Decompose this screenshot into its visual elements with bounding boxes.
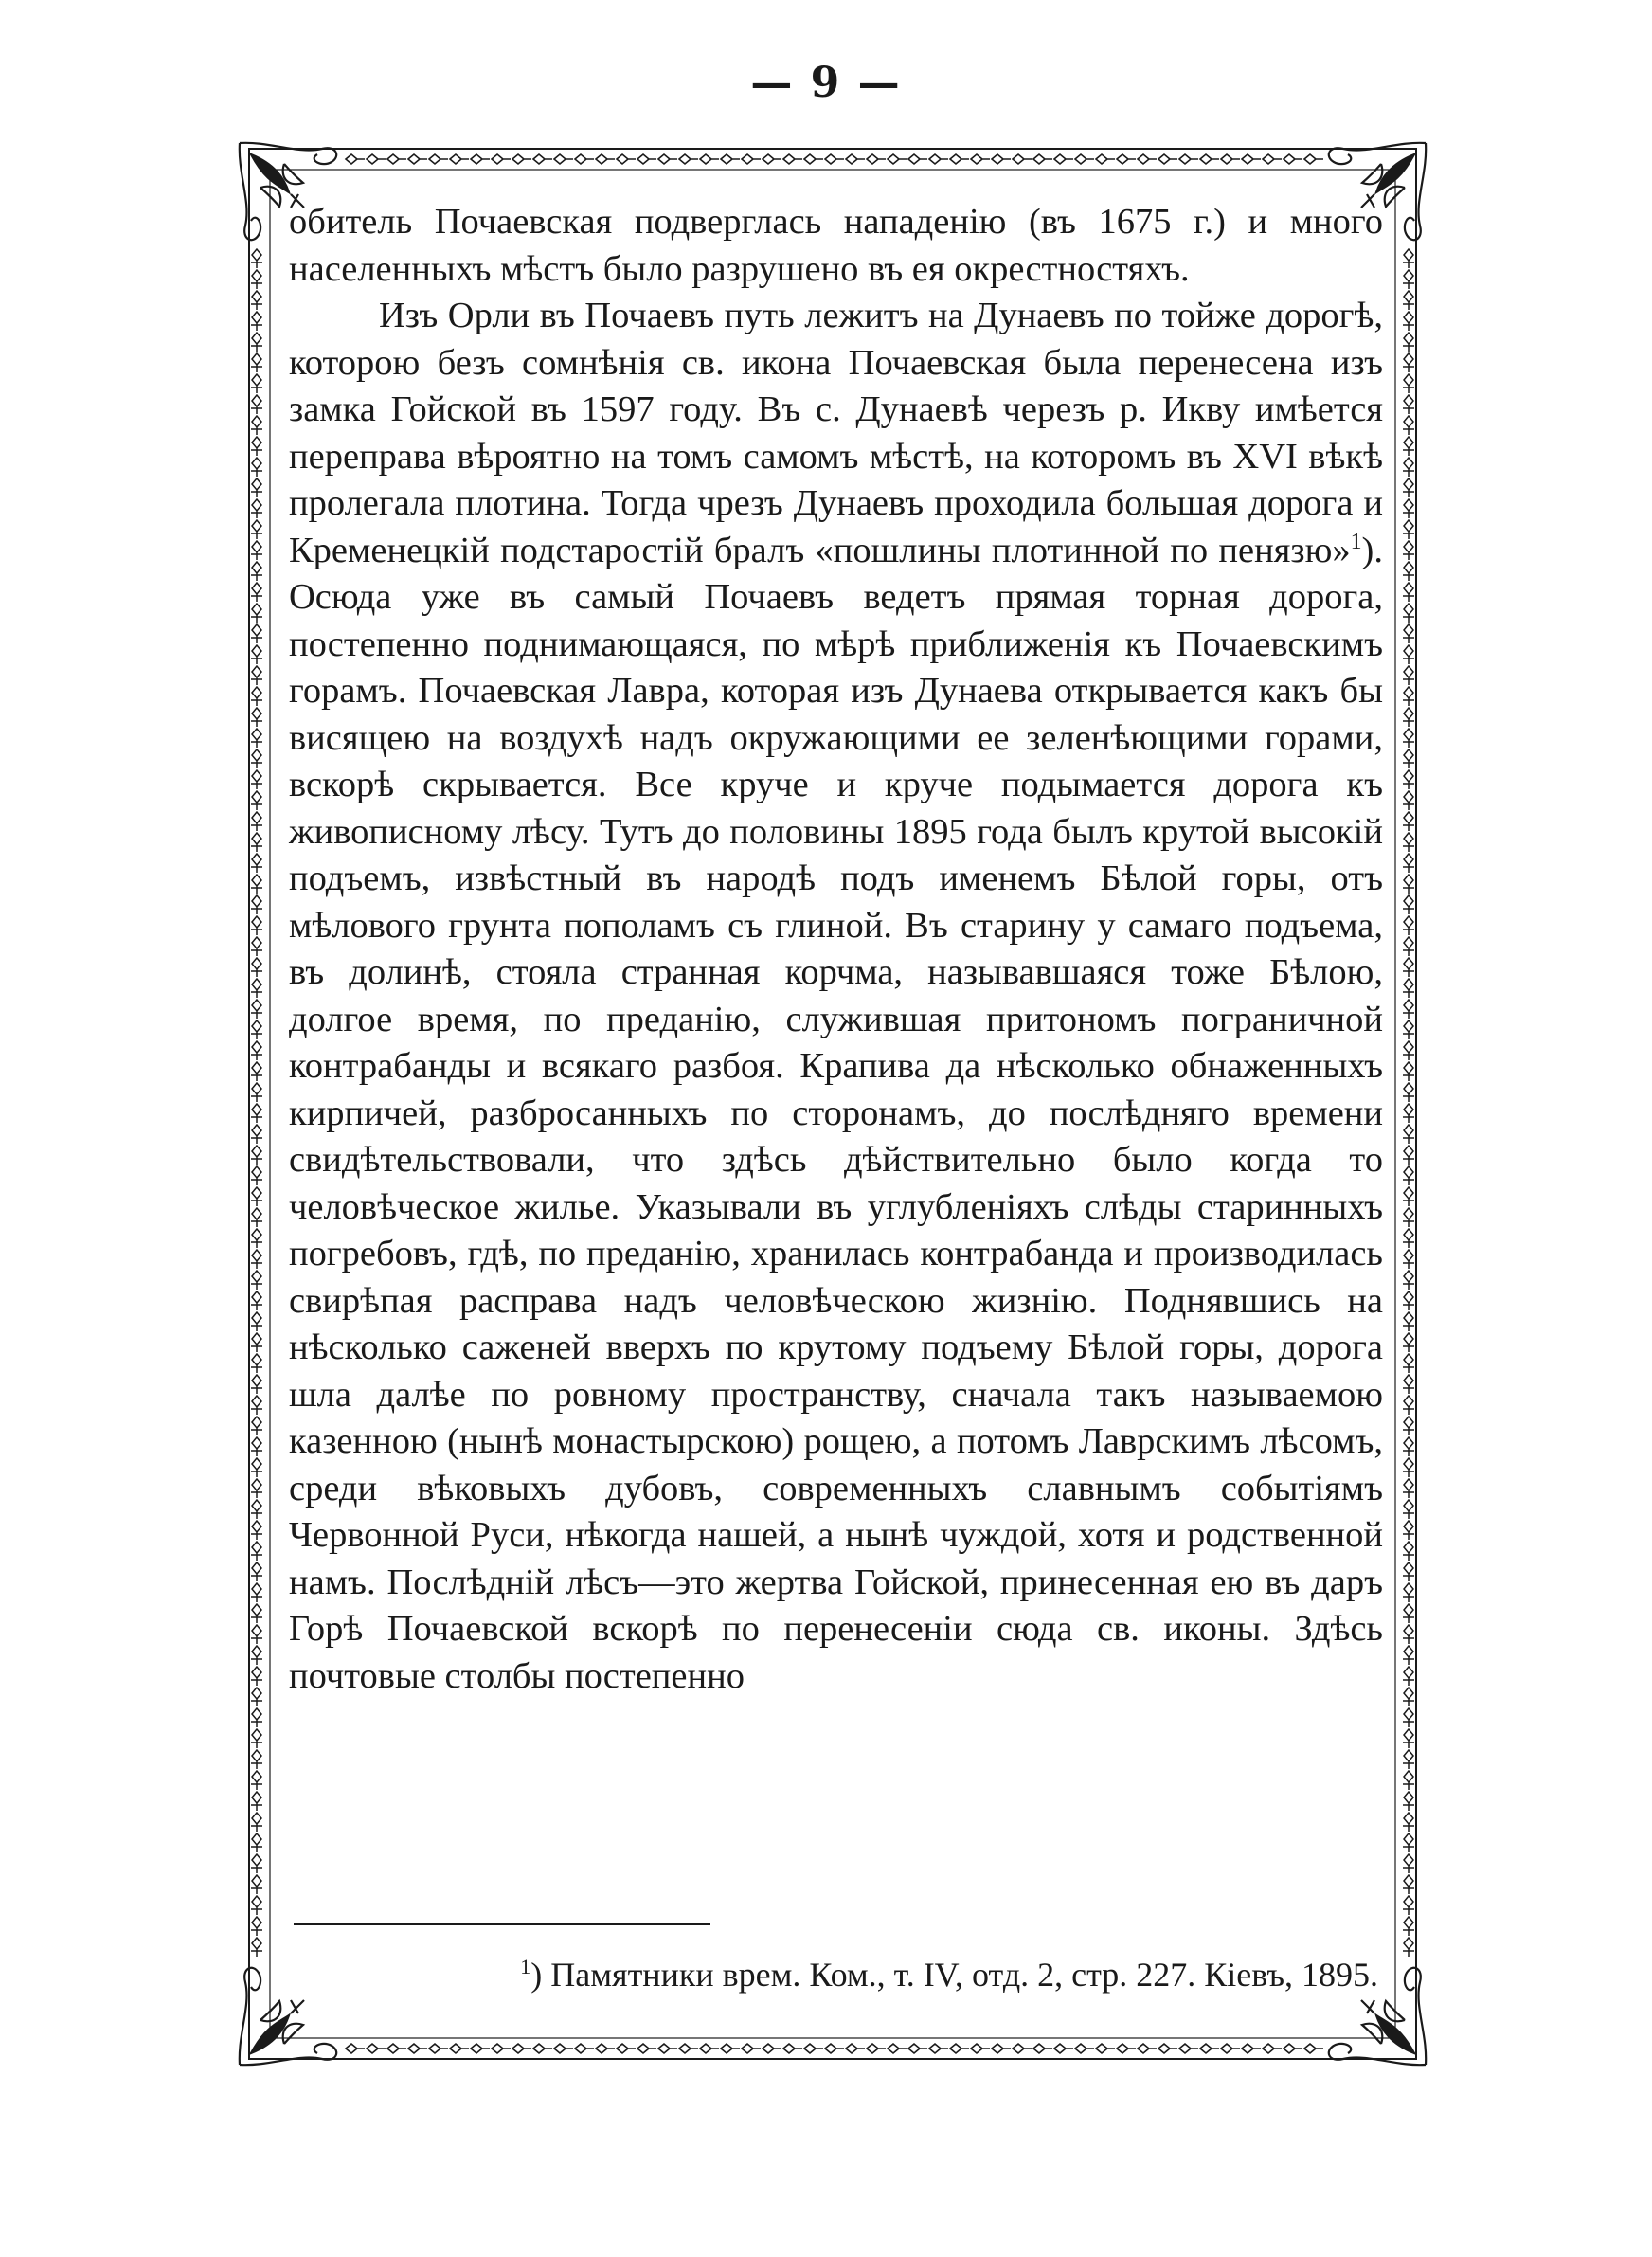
bottom-chain-link	[471, 2044, 490, 2053]
right-chain-link	[1403, 937, 1414, 956]
left-chain-link	[251, 458, 262, 477]
right-chain-link	[1403, 312, 1414, 331]
right-chain-link	[1403, 1875, 1414, 1894]
footnote-marker: 1	[520, 1955, 531, 1978]
left-chain-link	[251, 1312, 262, 1331]
right-chain-link	[1403, 1375, 1414, 1394]
right-chain-link	[1403, 1271, 1414, 1290]
right-chain-link	[1403, 1229, 1414, 1248]
right-chain-link	[1403, 1583, 1414, 1602]
left-chain-link	[251, 1750, 262, 1769]
top-chain-link	[1158, 154, 1177, 164]
bottom-chain-link	[825, 2044, 844, 2053]
left-chain-link	[251, 791, 262, 810]
left-chain-link	[251, 1187, 262, 1206]
bottom-chain-link	[846, 2044, 865, 2053]
right-chain-link	[1403, 645, 1414, 664]
right-chain-link	[1403, 1604, 1414, 1623]
top-chain-link	[1200, 154, 1219, 164]
right-chain-link	[1403, 1146, 1414, 1165]
left-chain-link	[251, 1604, 262, 1623]
right-chain-link	[1403, 541, 1414, 560]
left-chain-link	[251, 1583, 262, 1602]
top-chain-link	[1054, 154, 1073, 164]
left-chain-link	[251, 1104, 262, 1123]
top-chain-link	[742, 154, 761, 164]
bottom-chain-link	[387, 2044, 406, 2053]
top-chain-link	[575, 154, 594, 164]
top-chain-link	[658, 154, 677, 164]
left-chain-link	[251, 1521, 262, 1540]
left-chain-link	[251, 1875, 262, 1894]
top-chain-link	[554, 154, 573, 164]
right-chain-link	[1403, 1396, 1414, 1415]
top-chain-link	[804, 154, 823, 164]
right-chain-link	[1403, 958, 1414, 977]
right-chain-link	[1403, 333, 1414, 352]
right-chain-link	[1403, 791, 1414, 810]
left-chain-link	[251, 1375, 262, 1394]
top-chain-link	[1242, 154, 1261, 164]
top-chain-link	[617, 154, 636, 164]
left-chain-link	[251, 1562, 262, 1581]
bottom-chain-link	[950, 2044, 969, 2053]
left-chain-link	[251, 1667, 262, 1686]
bottom-chain-link	[1075, 2044, 1094, 2053]
left-chain-link	[251, 312, 262, 331]
left-chain-link	[251, 1229, 262, 1248]
bottom-chain-link	[596, 2044, 615, 2053]
bottom-chain-link	[1117, 2044, 1136, 2053]
top-chain-link	[1013, 154, 1032, 164]
right-chain-link	[1403, 291, 1414, 310]
bottom-chain-link	[1033, 2044, 1052, 2053]
paragraph-2-part-1: Изъ Орли въ Почаевъ путь лежитъ на Дунаевъ по тойже дорогѣ, которою безъ сомнѣнія св. икона Почаевская была перенесена изъ замка Гойской въ 1597 году. Въ с. Дунаевѣ черезъ р. Икву имѣется переправа вѣроятно на томъ самомъ мѣстѣ, на которомъ въ XVI вѣкѣ пролегала плотина. Тогда чрезъ Дунаевъ проходила большая дорога и Кременецкій подстаростій бралъ «пошлины плотинной по пенязю»	[289, 296, 1383, 570]
left-chain-link	[251, 583, 262, 602]
right-chain-link	[1403, 1688, 1414, 1706]
right-chain-link	[1403, 1083, 1414, 1102]
left-chain-link	[251, 1166, 262, 1185]
top-chain-link	[450, 154, 469, 164]
right-chain-link	[1403, 1854, 1414, 1873]
left-chain-link	[251, 270, 262, 289]
bottom-chain-link	[1200, 2044, 1219, 2053]
left-chain-link	[251, 333, 262, 352]
right-chain-link	[1403, 1208, 1414, 1227]
body-text	[289, 199, 1383, 1700]
top-chain-link	[1221, 154, 1240, 164]
left-chain-link	[251, 958, 262, 977]
left-chain-link	[251, 1813, 262, 1832]
left-chain-link	[251, 374, 262, 393]
left-chain-link	[251, 249, 262, 268]
right-chain-link	[1403, 478, 1414, 497]
top-chain-link	[533, 154, 552, 164]
top-chain-link	[825, 154, 844, 164]
left-chain-link	[251, 1625, 262, 1644]
paragraph-2	[289, 293, 1383, 1700]
right-chain-link	[1403, 374, 1414, 393]
bottom-chain-link	[429, 2044, 448, 2053]
bottom-chain-link	[763, 2044, 781, 2053]
top-chain-link	[1179, 154, 1198, 164]
left-chain-link	[251, 562, 262, 581]
top-chain-link	[1263, 154, 1282, 164]
right-chain-link	[1403, 1333, 1414, 1352]
left-chain-link	[251, 895, 262, 914]
right-chain-link	[1403, 666, 1414, 685]
bottom-chain-link	[346, 2044, 365, 2053]
bottom-chain-link	[971, 2044, 990, 2053]
right-chain-link	[1403, 1479, 1414, 1498]
right-chain-link	[1403, 749, 1414, 768]
left-chain-link	[251, 1250, 262, 1269]
left-chain-link	[251, 749, 262, 768]
paragraph-1: обитель Почаевская подверглась нападенію (въ 1675 г.) и много населенныхъ мѣстъ было разрушено въ ея окрестностяхъ.	[289, 202, 1383, 289]
right-chain-link	[1403, 395, 1414, 414]
right-chain-link	[1403, 437, 1414, 456]
left-chain-link	[251, 937, 262, 956]
bottom-chain-link	[1263, 2044, 1282, 2053]
left-chain-link	[251, 1500, 262, 1519]
left-chain-link	[251, 437, 262, 456]
left-chain-link	[251, 1062, 262, 1081]
top-chain-link	[408, 154, 427, 164]
right-chain-link	[1403, 895, 1414, 914]
left-chain-link	[251, 416, 262, 435]
top-chain-link	[763, 154, 781, 164]
left-chain-link	[251, 1479, 262, 1498]
bottom-chain-link	[575, 2044, 594, 2053]
corner-flourish-stroke	[283, 2024, 303, 2044]
right-chain-link	[1403, 583, 1414, 602]
left-chain-link	[251, 1417, 262, 1435]
right-chain-link	[1403, 604, 1414, 623]
right-chain-link	[1403, 1166, 1414, 1185]
top-chain-link	[679, 154, 698, 164]
right-chain-link	[1403, 1500, 1414, 1519]
bottom-chain-link	[512, 2044, 531, 2053]
left-chain-link	[251, 1208, 262, 1227]
top-chain-link	[492, 154, 511, 164]
right-chain-link	[1403, 1312, 1414, 1331]
right-chain-link	[1403, 1667, 1414, 1686]
top-chain-link	[512, 154, 531, 164]
left-chain-link	[251, 770, 262, 789]
corner-flourish-stroke	[1362, 164, 1382, 184]
right-chain-link	[1403, 833, 1414, 852]
bottom-chain-link	[554, 2044, 573, 2053]
corner-flourish-stroke	[1385, 2001, 1405, 2021]
right-chain-link	[1403, 1792, 1414, 1811]
top-chain-link	[1096, 154, 1115, 164]
bottom-chain-link	[908, 2044, 927, 2053]
top-chain-link	[1138, 154, 1157, 164]
right-chain-link	[1403, 1000, 1414, 1019]
corner-flourish-stroke	[1362, 2024, 1382, 2044]
left-chain-link	[251, 979, 262, 998]
right-chain-link	[1403, 812, 1414, 831]
top-chain-link	[1117, 154, 1136, 164]
left-chain-link	[251, 1146, 262, 1165]
bottom-chain-link	[1054, 2044, 1073, 2053]
left-chain-link	[251, 1354, 262, 1373]
corner-flourish-stroke	[260, 187, 280, 207]
bottom-chain-link	[1138, 2044, 1157, 2053]
top-chain-link	[867, 154, 886, 164]
bottom-chain-link	[804, 2044, 823, 2053]
top-chain-link	[1075, 154, 1094, 164]
left-chain-link	[251, 1020, 262, 1039]
left-chain-link	[251, 1854, 262, 1873]
top-chain-link	[908, 154, 927, 164]
right-chain-link	[1403, 458, 1414, 477]
right-chain-link	[1403, 1250, 1414, 1269]
right-chain-link	[1403, 1833, 1414, 1852]
left-chain-link	[251, 1000, 262, 1019]
top-chain-link	[367, 154, 386, 164]
left-chain-link	[251, 395, 262, 414]
footnote-reference: 1	[1350, 529, 1362, 554]
left-chain-link	[251, 1646, 262, 1665]
right-chain-link	[1403, 1813, 1414, 1832]
bottom-chain-link	[617, 2044, 636, 2053]
right-chain-link	[1403, 1896, 1414, 1915]
left-chain-link	[251, 541, 262, 560]
top-chain-link	[888, 154, 907, 164]
bottom-chain-link	[1221, 2044, 1240, 2053]
left-chain-link	[251, 291, 262, 310]
top-chain-link	[387, 154, 406, 164]
top-chain-link	[971, 154, 990, 164]
top-chain-link	[637, 154, 656, 164]
left-chain-link	[251, 687, 262, 706]
right-chain-link	[1403, 1750, 1414, 1769]
top-chain-link	[992, 154, 1011, 164]
bottom-chain-link	[721, 2044, 740, 2053]
right-chain-link	[1403, 1291, 1414, 1310]
left-chain-link	[251, 875, 262, 894]
top-chain-link	[471, 154, 490, 164]
corner-flourish-stroke	[260, 2001, 280, 2021]
bottom-chain-link	[929, 2044, 948, 2053]
right-chain-link	[1403, 1417, 1414, 1435]
bottom-chain-link	[1242, 2044, 1261, 2053]
top-chain-link	[950, 154, 969, 164]
top-chain-link	[1284, 154, 1302, 164]
right-chain-link	[1403, 1041, 1414, 1060]
right-chain-link	[1403, 1625, 1414, 1644]
left-chain-link	[251, 1271, 262, 1290]
left-chain-link	[251, 1041, 262, 1060]
right-chain-link	[1403, 416, 1414, 435]
right-chain-link	[1403, 520, 1414, 539]
left-chain-link	[251, 708, 262, 727]
left-chain-link	[251, 1729, 262, 1748]
left-chain-link	[251, 854, 262, 873]
bottom-chain-link	[450, 2044, 469, 2053]
right-chain-link	[1403, 1729, 1414, 1748]
right-chain-link	[1403, 916, 1414, 935]
right-chain-link	[1403, 1771, 1414, 1790]
top-chain-link	[783, 154, 802, 164]
right-chain-link	[1403, 854, 1414, 873]
bottom-chain-link	[783, 2044, 802, 2053]
bottom-chain-link	[637, 2044, 656, 2053]
left-chain-link	[251, 812, 262, 831]
left-chain-link	[251, 1833, 262, 1852]
left-chain-link	[251, 916, 262, 935]
left-chain-link	[251, 1458, 262, 1477]
right-chain-link	[1403, 770, 1414, 789]
right-chain-link	[1403, 562, 1414, 581]
right-chain-link	[1403, 270, 1414, 289]
bottom-chain-link	[1013, 2044, 1032, 2053]
left-chain-link	[251, 1708, 262, 1727]
left-chain-link	[251, 520, 262, 539]
left-chain-link	[251, 1896, 262, 1915]
corner-flourish-stroke	[283, 164, 303, 184]
corner-flourish-stroke	[291, 2000, 304, 2013]
bottom-chain-link	[533, 2044, 552, 2053]
bottom-chain-link	[1179, 2044, 1198, 2053]
left-chain-link	[251, 1291, 262, 1310]
top-chain-link	[721, 154, 740, 164]
bottom-chain-link	[1304, 2044, 1323, 2053]
left-chain-link	[251, 833, 262, 852]
top-chain-link	[1033, 154, 1052, 164]
right-chain-link	[1403, 1521, 1414, 1540]
right-chain-link	[1403, 729, 1414, 748]
right-chain-link	[1403, 1125, 1414, 1144]
left-chain-link	[251, 1542, 262, 1561]
bottom-chain-link	[492, 2044, 511, 2053]
right-chain-link	[1403, 1187, 1414, 1206]
footnote-text: ) Памятники врем. Ком., т. IV, отд. 2, стр. 227. Кіевъ, 1895.	[530, 1956, 1378, 1994]
top-chain-link	[1304, 154, 1323, 164]
left-chain-link	[251, 1333, 262, 1352]
right-chain-link	[1403, 979, 1414, 998]
right-chain-link	[1403, 1917, 1414, 1936]
left-chain-link	[251, 1792, 262, 1811]
left-chain-link	[251, 645, 262, 664]
left-chain-link	[251, 1938, 262, 1957]
right-chain-link	[1403, 1938, 1414, 1957]
bottom-chain-link	[700, 2044, 719, 2053]
left-chain-link	[251, 624, 262, 643]
left-chain-link	[251, 353, 262, 372]
right-chain-link	[1403, 1542, 1414, 1561]
top-chain-link	[846, 154, 865, 164]
footnote	[289, 1954, 1378, 1995]
left-chain-link	[251, 1771, 262, 1790]
right-chain-link	[1403, 1104, 1414, 1123]
footnote-divider	[294, 1923, 710, 1925]
left-chain-link	[251, 1688, 262, 1706]
right-chain-link	[1403, 875, 1414, 894]
right-chain-link	[1403, 1020, 1414, 1039]
right-chain-link	[1403, 1458, 1414, 1477]
bottom-chain-link	[658, 2044, 677, 2053]
right-chain-link	[1403, 1708, 1414, 1727]
bottom-chain-link	[1158, 2044, 1177, 2053]
right-chain-link	[1403, 249, 1414, 268]
right-chain-link	[1403, 1062, 1414, 1081]
left-chain-link	[251, 1083, 262, 1102]
corner-flourish-stroke	[1385, 187, 1405, 207]
left-chain-link	[251, 478, 262, 497]
bottom-chain-link	[367, 2044, 386, 2053]
top-chain-link	[596, 154, 615, 164]
corner-flourish-stroke	[1361, 2000, 1374, 2013]
bottom-chain-link	[1096, 2044, 1115, 2053]
right-chain-link	[1403, 708, 1414, 727]
right-chain-link	[1403, 353, 1414, 372]
left-chain-link	[251, 1396, 262, 1415]
top-chain-link	[929, 154, 948, 164]
bottom-chain-link	[679, 2044, 698, 2053]
right-chain-link	[1403, 1646, 1414, 1665]
bottom-chain-link	[992, 2044, 1011, 2053]
bottom-chain-link	[742, 2044, 761, 2053]
bottom-chain-link	[1284, 2044, 1302, 2053]
right-chain-link	[1403, 1437, 1414, 1456]
left-chain-link	[251, 1917, 262, 1936]
left-chain-link	[251, 604, 262, 623]
bottom-chain-link	[888, 2044, 907, 2053]
right-chain-link	[1403, 624, 1414, 643]
right-chain-link	[1403, 1562, 1414, 1581]
page-number: — 9 —	[750, 59, 902, 107]
left-chain-link	[251, 1125, 262, 1144]
top-chain-link	[429, 154, 448, 164]
left-chain-link	[251, 499, 262, 518]
right-chain-link	[1403, 687, 1414, 706]
right-chain-link	[1403, 499, 1414, 518]
left-chain-link	[251, 729, 262, 748]
left-chain-link	[251, 1437, 262, 1456]
top-chain-link	[700, 154, 719, 164]
bottom-chain-link	[867, 2044, 886, 2053]
right-chain-link	[1403, 1354, 1414, 1373]
paragraph-2-part-2: ). Осюда уже въ самый Почаевъ ведетъ прямая торная дорога, постепенно поднимающаяся, по мѣрѣ приближенія къ Почаевскимъ горамъ. Почаевская Лавра, которая изъ Дунаева открывается какъ бы висящею на воздухѣ надъ окружающими ее зеленѣющими горами, вскорѣ скрывается. Все круче и круче подымается дорога къ живописному лѣсу. Тутъ до половины 1895 года былъ крутой высокій подъемъ, извѣстный въ народѣ подъ именемъ Бѣлой горы, отъ мѣлового грунта пополамъ съ глиной. Въ старину у самаго подъема, въ долинѣ, стояла странная корчма, называвшаяся тоже Бѣлою, долгое время, по преданію, служившая притономъ пограничной контрабанды и всякаго разбоя. Крапива да нѣсколько обнаженныхъ кирпичей, разбросанныхъ по сторонамъ, до послѣдняго времени свидѣтельствовали, что здѣсь дѣйствительно было когда то человѣческое жилье. Указывали въ углубленіяхъ слѣды старинныхъ погребовъ, гдѣ, по преданію, хранилась контрабанда и производилась свирѣпая расправа надъ человѣческою жизнію. Поднявшись на нѣсколько саженей вверхъ по крутому подъему Бѣлой горы, дорога шла далѣе по ровному пространству, сначала такъ называемою казенною (нынѣ монастырскою) рощею, а потомъ Лаврскимъ лѣсомъ, среди вѣковыхъ дубовъ, современныхъ славнымъ событіямъ Червонной Руси, нѣкогда нашей, а нынѣ чуждой, хотя и родственной намъ. Послѣдній лѣсъ—это жертва Гойской, принесенная ею въ даръ Горѣ Почаевской вскорѣ по перенесеніи сюда св. иконы. Здѣсь почтовые столбы постепенно	[289, 530, 1383, 1696]
left-chain-link	[251, 666, 262, 685]
top-chain-link	[346, 154, 365, 164]
bottom-chain-link	[408, 2044, 427, 2053]
